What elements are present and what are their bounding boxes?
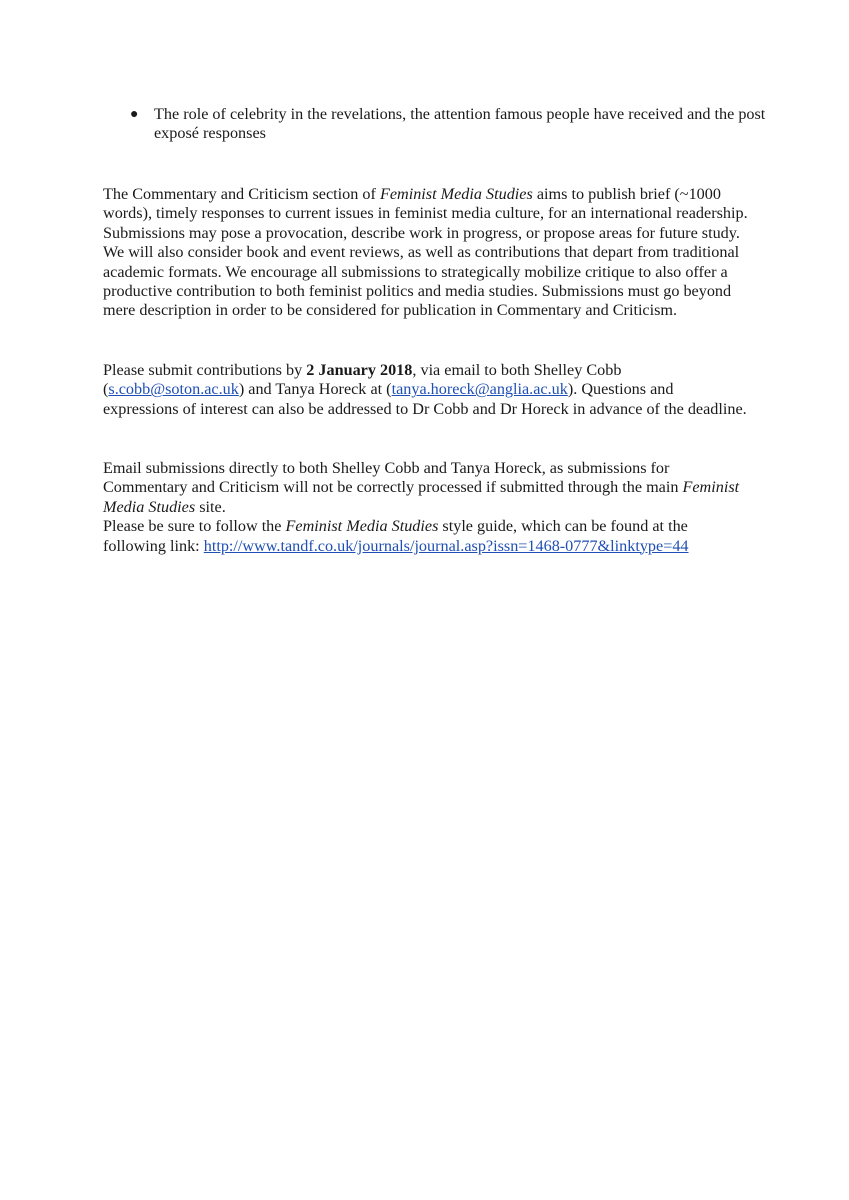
email-link-cobb[interactable]: s.cobb@soton.ac.uk [108, 380, 239, 399]
email-link-horeck[interactable]: tanya.horeck@anglia.ac.uk [391, 380, 568, 399]
deadline-date: 2 January 2018 [306, 361, 413, 379]
journal-title: Feminist Media Studies [285, 517, 439, 536]
submission-instructions-paragraph [103, 459, 753, 556]
p3-text4: style guide, which can be found at the following link: [103, 517, 688, 555]
p2-intro: Please submit contributions by [103, 361, 307, 379]
p1-text-rest: aims to publish brief (~1000 words), timely responses to current issues in feminist media culture, for an international readership. Submissions may pose a provocation, describe work in progress, or propose areas for future study. We will also consider book and event reviews, as well as contributions that depart from traditional academic formats. We encourage all submissions to strategically mobilize critique to also offer a productive contribution to both feminist politics and media studies. Submissions must go beyond mere description in order to be considered for publication in Commentary and Criticism. [103, 185, 748, 320]
p2-outro: ). Questions and expressions of interest can also be addressed to Dr Cobb and Dr Horeck in advance of the deadline. [103, 380, 747, 418]
bullet-list-item [130, 105, 774, 144]
bullet-text: The role of celebrity in the revelations, the attention famous people have received and the post exposé responses [154, 105, 766, 143]
p3-text2: site. [195, 497, 226, 516]
journal-title: Feminist Media Studies [103, 478, 740, 516]
submission-deadline-paragraph [103, 361, 753, 419]
p3-text1: Email submissions directly to both Shelley Cobb and Tanya Horeck, as submissions for Commentary and Criticism will not be correctly processed if submitted through the main [103, 459, 683, 497]
p3-text3: Please be sure to follow the [103, 517, 286, 536]
p2-mid1: , via email to both Shelley Cobb ( [103, 361, 622, 399]
bullet-icon: ● [130, 107, 139, 122]
style-guide-link[interactable]: http://www.tandf.co.uk/journals/journal.asp?issn=1468-0777&linktype=44 [203, 536, 689, 555]
commentary-description-paragraph [103, 185, 753, 321]
p2-mid2: ) and Tanya Horeck at ( [238, 380, 392, 399]
journal-title: Feminist Media Studies [379, 185, 533, 203]
p1-text-start: The Commentary and Criticism section of [103, 185, 380, 203]
